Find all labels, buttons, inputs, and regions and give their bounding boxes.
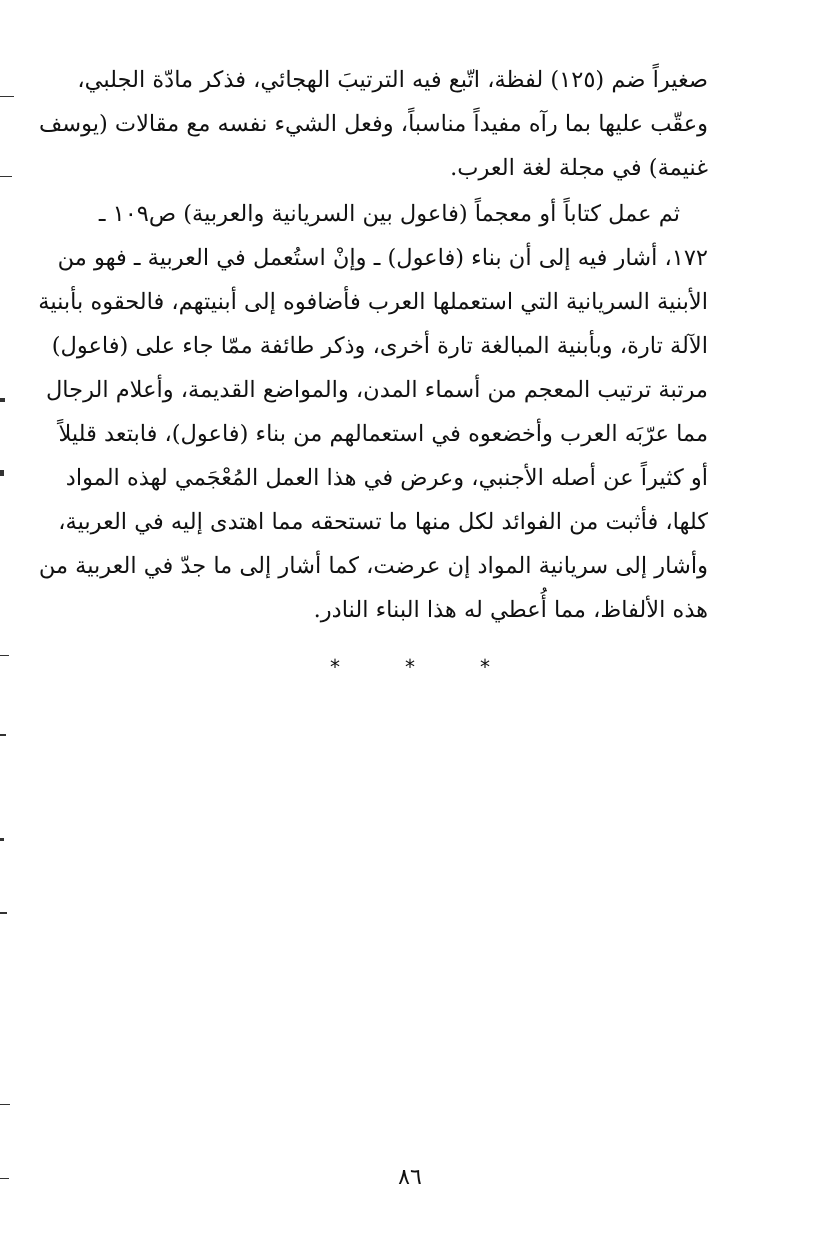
paragraph-1-line: وعقّب عليها بما رآه مفيداً مناسباً، وفعل الشيء نفسه مع مقالات (يوسف bbox=[38, 111, 708, 137]
paragraph-2-line: ١٧٢، أشار فيه إلى أن بناء (فاعول) ـ وإنْ استُعمل في العربية ـ فهو من bbox=[57, 245, 708, 271]
scan-mark bbox=[0, 1104, 10, 1105]
paragraph-2-line: مرتبة ترتيب المعجم من أسماء المدن، والمواضع القديمة، وأعلام الرجال bbox=[45, 377, 708, 403]
separator-star: * bbox=[405, 655, 415, 679]
paragraph-1-line: غنيمة) في مجلة لغة العرب. bbox=[450, 155, 708, 181]
paragraph-2-line: أو كثيراً عن أصله الأجنبي، وعرض في هذا العمل المُعْجَمي لهذه المواد bbox=[65, 465, 708, 491]
paragraph-2-line: ثم عمل كتاباً أو معجماً (فاعول بين السريانية والعربية) ص١٠٩ ـ bbox=[98, 201, 680, 227]
scan-mark bbox=[0, 470, 4, 476]
paragraph-2-line: الأبنية السريانية التي استعملها العرب فأضافوه إلى أبنيتهم، فالحقوه بأبنية bbox=[38, 289, 708, 315]
scan-mark bbox=[0, 838, 4, 841]
paragraph-2-line: هذه الألفاظ، مما أُعطي له هذا البناء النادر. bbox=[313, 597, 708, 623]
paragraph-2-line: كلها، فأثبت من الفوائد لكل منها ما تستحقه مما اهتدى إليه في العربية، bbox=[58, 509, 708, 535]
scan-mark bbox=[0, 398, 5, 402]
paragraph-2-line: الآلة تارة، وبأبنية المبالغة تارة أخرى، وذكر طائفة ممّا جاء على (فاعول) bbox=[51, 333, 708, 359]
paragraph-2 bbox=[38, 192, 708, 632]
scan-mark bbox=[0, 734, 6, 736]
scan-mark bbox=[0, 1178, 9, 1179]
paragraph-1 bbox=[38, 58, 708, 190]
scan-mark bbox=[0, 96, 14, 97]
separator-star: * bbox=[480, 655, 490, 679]
page-number: ٨٦ bbox=[398, 1165, 422, 1190]
section-separator bbox=[330, 652, 490, 682]
separator-star: * bbox=[330, 655, 340, 679]
scan-mark bbox=[0, 655, 9, 656]
paragraph-2-line: وأشار إلى سريانية المواد إن عرضت، كما أشار إلى ما جدّ في العربية من bbox=[38, 553, 708, 579]
scan-mark bbox=[0, 176, 12, 177]
paragraph-2-line: مما عرّبَه العرب وأخضعوه في استعمالهم من بناء (فاعول)، فابتعد قليلاً bbox=[58, 421, 708, 447]
scan-mark bbox=[0, 912, 7, 914]
paragraph-1-line: صغيراً ضم (١٢٥) لفظة، اتّبع فيه الترتيبَ الهجائي، فذكر مادّة الجلبي، bbox=[77, 67, 708, 93]
